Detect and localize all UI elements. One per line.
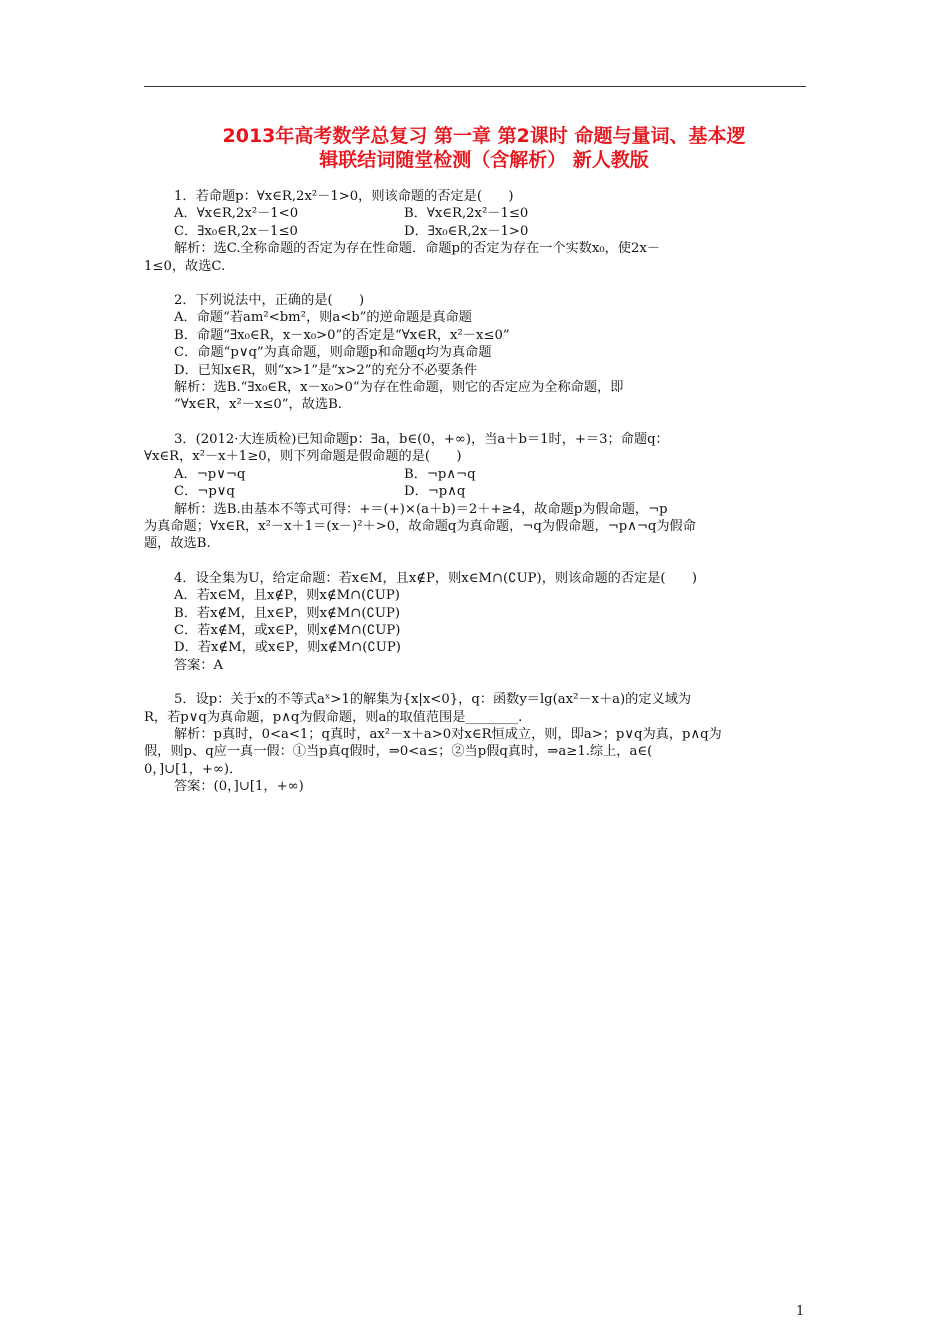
question-3-option-b: B．¬p∧¬q — [404, 466, 476, 482]
title-line-1: 2013年高考数学总复习 第一章 第2课时 命题与量词、基本逻 — [222, 125, 746, 147]
page-number: 1 — [796, 1304, 805, 1319]
title-line-2: 辑联结词随堂检测（含解析） 新人教版 — [319, 149, 649, 171]
question-5-stem-line-2: R，若p∨q为真命题，p∧q为假命题，则a的取值范围是________. — [144, 709, 523, 725]
question-4-option-a: A．若x∈M，且x∉P，则x∉M∩(∁UP) — [174, 588, 400, 604]
question-5-solution-line-1: 解析：p真时，0<a<1；q真时，ax²－x＋a>0对x∈R恒成立，则，即a>；p∨q为真，p∧q为 — [174, 726, 722, 742]
question-1-options-cd — [144, 223, 806, 240]
question-1-options-ab — [144, 205, 806, 222]
document-title — [160, 124, 808, 172]
question-5-answer: 答案：(0，]∪[1，+∞) — [174, 779, 304, 795]
question-1-option-c: C．∃x₀∈R,2x－1≤0 — [174, 223, 298, 239]
question-2-option-c: C．命题“p∨q”为真命题，则命题p和命题q均为真命题 — [174, 345, 492, 361]
header-rule — [144, 86, 806, 87]
question-3-options-ab — [144, 466, 806, 483]
question-2-option-d: D．已知x∈R，则“x>1”是“x>2”的充分不必要条件 — [174, 362, 478, 378]
question-1-option-d: D．∃x₀∈R,2x－1>0 — [404, 223, 529, 239]
question-5 — [144, 691, 806, 795]
question-3-option-c: C．¬p∨q — [174, 484, 235, 500]
question-3 — [144, 431, 806, 553]
question-3-solution-line-2: 为真命题；∀x∈R，x²－x＋1＝(x－)²＋>0，故命题q为真命题，¬q为假命题，¬p∧¬q为假命 — [144, 518, 696, 534]
question-3-solution-line-3: 题，故选B. — [144, 536, 211, 552]
question-5-solution-line-3: 0，]∪[1，+∞)． — [144, 761, 243, 777]
question-5-solution-line-2: 假，则p、q应一真一假：①当p真q假时，⇒0<a≤；②当p假q真时，⇒a≥1.综上，a∈( — [144, 744, 653, 760]
document-body — [144, 188, 806, 813]
question-2-solution-line-2: “∀x∈R，x²－x≤0”，故选B. — [174, 397, 342, 413]
question-2-solution-line-1: 解析：选B.“∃x₀∈R，x－x₀>0”为存在性命题，则它的否定应为全称命题，即 — [174, 380, 624, 396]
question-3-stem-line-2: ∀x∈R，x²－x＋1≥0，则下列命题是假命题的是( ) — [144, 449, 462, 465]
question-4-option-c: C．若x∉M，或x∈P，则x∉M∩(∁UP) — [174, 622, 401, 638]
question-3-option-d: D．¬p∧q — [404, 484, 466, 500]
question-4 — [144, 570, 806, 674]
question-2-option-a: A．命题“若am²<bm²，则a<b”的逆命题是真命题 — [174, 310, 472, 326]
question-1-option-a: A．∀x∈R,2x²－1<0 — [174, 206, 299, 222]
question-2 — [144, 292, 806, 414]
question-1-solution-line-2: 1≤0，故选C. — [144, 258, 226, 274]
question-3-solution-line-1: 解析：选B.由基本不等式可得：+＝(+)×(a＋b)＝2＋+≥4，故命题p为假命题，¬p — [174, 501, 668, 517]
question-2-option-b: B．命题“∃x₀∈R，x－x₀>0”的否定是“∀x∈R，x²－x≤0” — [174, 327, 510, 343]
question-3-option-a: A．¬p∨¬q — [174, 466, 246, 482]
question-3-options-cd — [144, 483, 806, 500]
question-3-stem-line-1: 3．(2012·大连质检)已知命题p：∃a，b∈(0，+∞)，当a＋b＝1时，+＝3；命题q： — [174, 431, 669, 447]
question-4-stem: 4．设全集为U，给定命题：若x∈M，且x∉P，则x∈M∩(∁UP)，则该命题的否定是( ) — [174, 570, 698, 586]
question-1-stem: 1．若命题p：∀x∈R,2x²－1>0，则该命题的否定是( ) — [174, 189, 514, 204]
question-5-stem-line-1: 5．设p：关于x的不等式aˣ>1的解集为{x|x<0}，q：函数y＝lg(ax²－x＋a)的定义域为 — [174, 692, 692, 708]
question-4-option-d: D．若x∉M，或x∈P，则x∉M∩(∁UP) — [174, 640, 401, 656]
question-4-answer: 答案：A — [174, 657, 224, 673]
question-1-solution-line-1: 解析：选C.全称命题的否定为存在性命题．命题p的否定为存在一个实数x₀，使2x－ — [174, 241, 660, 257]
question-2-stem: 2．下列说法中，正确的是( ) — [174, 293, 365, 309]
question-1-option-b: B．∀x∈R,2x²－1≤0 — [404, 206, 529, 222]
question-4-option-b: B．若x∉M，且x∈P，则x∉M∩(∁UP) — [174, 605, 401, 621]
question-1 — [144, 188, 806, 275]
